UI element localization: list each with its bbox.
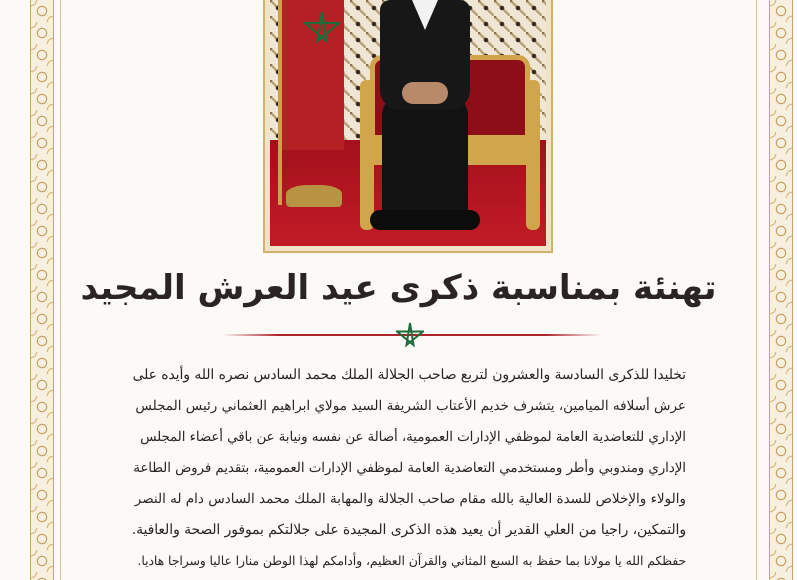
- seated-figure: [370, 0, 480, 240]
- body-line-4: الإداري ومندوبي وأطر ومستخدمي التعاضدية العامة لموظفي الإدارات العمومية، بتقديم فروض الطاعة: [133, 461, 686, 476]
- throne-arm-right: [526, 80, 540, 230]
- body-line-2: عرش أسلافه الميامين، يتشرف خديم الأعتاب الشريفة السيد مولاي ابراهيم العثماني رئيس المجلس: [135, 398, 686, 414]
- body-line-5: والولاء والإخلاص للسدة العالية بالله مقام صاحب الجلالة والمهابة الملك محمد السادس دام له النصر: [134, 491, 686, 507]
- portrait-image: [270, 0, 546, 246]
- green-star-icon: [396, 321, 424, 349]
- body-line-7: حفظكم الله يا مولانا بما حفظ به السبع المثاني والقرآن العظيم، وأدامكم لهذا الوطن منارا عاليا وسراجا هاديا.: [137, 554, 686, 568]
- body-line-1: تخليدا للذكرى السادسة والعشرون لتربع صاحب الجلالة الملك محمد السادس نصره الله وأيده على: [132, 367, 686, 383]
- body-line-6: والتمكين، راجيا من العلي القدير أن يعيد هذه الذكرى المجيدة على جلالتكم بموفور الصحة والعافية.: [131, 522, 686, 538]
- figure-legs: [382, 95, 468, 215]
- flag-star-icon: [304, 10, 340, 46]
- eagle-pedestal: [286, 185, 342, 207]
- body-line-3: الإداري للتعاضدية العامة لموظفي الإدارات العمومية، أصالة عن نفسه ونيابة عن باقي أعضاء المجلس: [140, 430, 686, 445]
- royal-portrait: [263, 0, 553, 253]
- moroccan-flag: [282, 0, 344, 150]
- greeting-body: [132, 360, 686, 577]
- figure-shoes: [370, 210, 480, 230]
- figure-hands: [402, 82, 448, 104]
- page-title: تهنئة بمناسبة ذكرى عيد العرش المجيد: [80, 268, 717, 308]
